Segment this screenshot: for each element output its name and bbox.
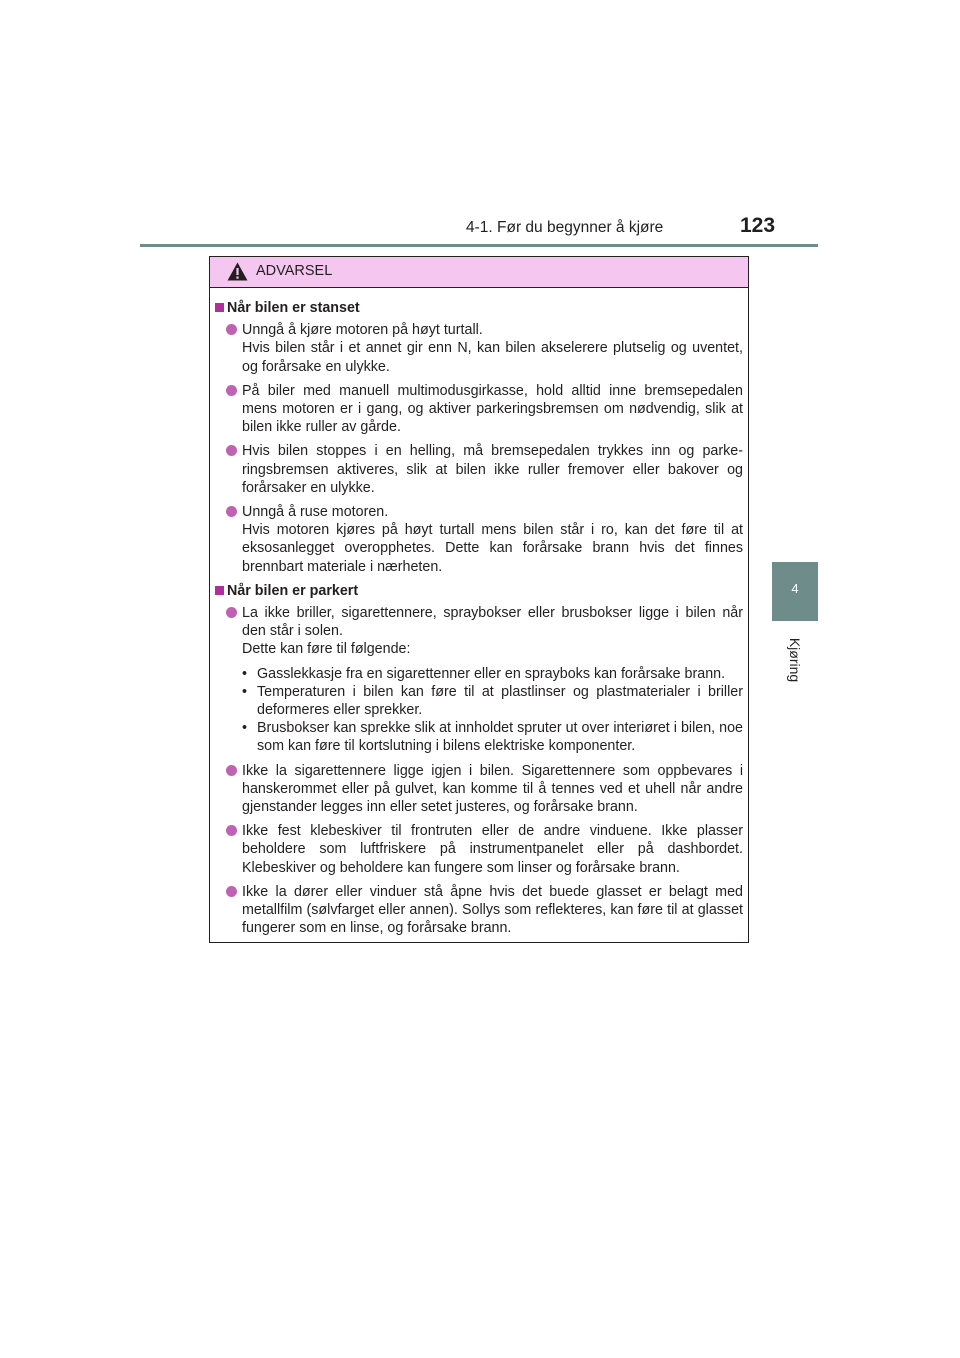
dot-bullet-icon: • bbox=[242, 720, 248, 737]
circle-bullet-icon bbox=[226, 385, 237, 396]
circle-bullet-icon bbox=[226, 607, 237, 618]
square-bullet-icon bbox=[215, 303, 224, 312]
circle-bullet-icon bbox=[226, 506, 237, 517]
section-heading-text: Når bilen er stanset bbox=[227, 300, 360, 316]
item-text: Unngå å kjøre motoren på høyt turtall. bbox=[242, 322, 483, 339]
item-text: Hvis bilen står i et annet gir enn N, kan bilen akselerere plutselig og uventet, og forårsake en ulykke. bbox=[242, 340, 743, 375]
list-item bbox=[215, 321, 743, 376]
page-number: 123 bbox=[740, 214, 776, 237]
dot-bullet-icon: • bbox=[242, 665, 248, 682]
list-item bbox=[215, 762, 743, 817]
list-item bbox=[215, 442, 743, 497]
warning-title: ADVARSEL bbox=[256, 263, 333, 279]
circle-bullet-icon bbox=[226, 324, 237, 335]
section-title: 4-1. Før du begynner å kjøre bbox=[466, 219, 664, 236]
list-item bbox=[215, 382, 743, 437]
section-heading bbox=[215, 582, 743, 600]
item-text: Ikke fest klebeskiver til frontruten eller de andre vinduene. Ikke plasser beholdere som luftfriskere på instrumentpanelet eller på dashbordet. Klebeskiver og beholdere kan fungere som linser og forårsake brann. bbox=[242, 823, 743, 876]
section-heading-text: Når bilen er parkert bbox=[227, 582, 359, 599]
chapter-label: Kjøring bbox=[787, 637, 803, 683]
circle-bullet-icon bbox=[226, 445, 237, 456]
circle-bullet-icon bbox=[226, 825, 237, 836]
warning-content bbox=[215, 299, 743, 944]
sub-list-item bbox=[242, 683, 743, 719]
item-text: Unngå å ruse motoren. bbox=[242, 504, 389, 521]
warning-header bbox=[210, 257, 748, 288]
item-text: På biler med manuell multimodusgirkasse, hold alltid inne bremsepedalen mens motoren er i gang, og aktiver parkeringsbremsen om nødvendig, slik at bilen ikke ruller av gårde. bbox=[242, 382, 743, 436]
section-heading bbox=[215, 299, 743, 317]
circle-bullet-icon bbox=[226, 886, 237, 897]
circle-bullet-icon bbox=[226, 765, 237, 776]
sub-list-text: Temperaturen i bilen kan føre til at plastlinser og plastmaterialer i briller deformeres eller sprekker. bbox=[257, 683, 743, 719]
warning-icon bbox=[227, 262, 248, 281]
sub-list-item bbox=[242, 719, 743, 755]
warning-box bbox=[209, 256, 749, 943]
sub-list-text: Brusbokser kan sprekke slik at innholdet spruter ut over interiøret i bilen, noe som kan føre til kortslutning i bilens elektriske komponenter. bbox=[257, 720, 743, 755]
item-text: Ikke la sigarettennere ligge igjen i bilen. Sigarettennere som oppbevares i hanskerommet eller på gulvet, kan komme til å tennes ved et uhell når andre gjenstander legges inn eller setet justeres, og forårsake brann. bbox=[242, 762, 743, 816]
chapter-tab bbox=[772, 562, 818, 621]
item-text: Ikke la dører eller vinduer stå åpne hvis det buede glasset er belagt med metallfilm (sølvfarget eller annen). Sollys som reflekteres, kan føre til at glasset fungerer som en linse, og forårsake brann. bbox=[242, 883, 743, 937]
dot-bullet-icon: • bbox=[242, 683, 248, 700]
list-item bbox=[215, 604, 743, 756]
item-text: Dette kan føre til følgende: bbox=[242, 641, 411, 658]
sub-list-text: Gasslekkasje fra en sigarettenner eller en sprayboks kan forårsake brann. bbox=[257, 665, 726, 682]
sub-list-item bbox=[242, 665, 743, 683]
item-text: Hvis bilen stoppes i en helling, må bremsepedalen trykkes inn og parke-ringsbremsen aktiveres, slik at bilen ikke ruller fremover eller bakover og forårsaker en ulykke. bbox=[242, 443, 743, 496]
item-text: Hvis motoren kjøres på høyt turtall mens bilen står i ro, kan det føre til at eksosanlegget overopphetes. Dette kan forårsake brann hvis det finnes brennbart materiale i nærheten. bbox=[242, 522, 743, 575]
sub-list bbox=[242, 665, 743, 756]
chapter-number: 4 bbox=[791, 581, 799, 596]
list-item bbox=[215, 503, 743, 576]
list-item bbox=[215, 883, 743, 938]
item-text: La ikke briller, sigarettennere, spraybokser eller brusbokser ligge i bilen når den står i solen. bbox=[242, 605, 743, 640]
list-item bbox=[215, 822, 743, 877]
square-bullet-icon bbox=[215, 586, 224, 595]
header-divider bbox=[140, 244, 818, 247]
